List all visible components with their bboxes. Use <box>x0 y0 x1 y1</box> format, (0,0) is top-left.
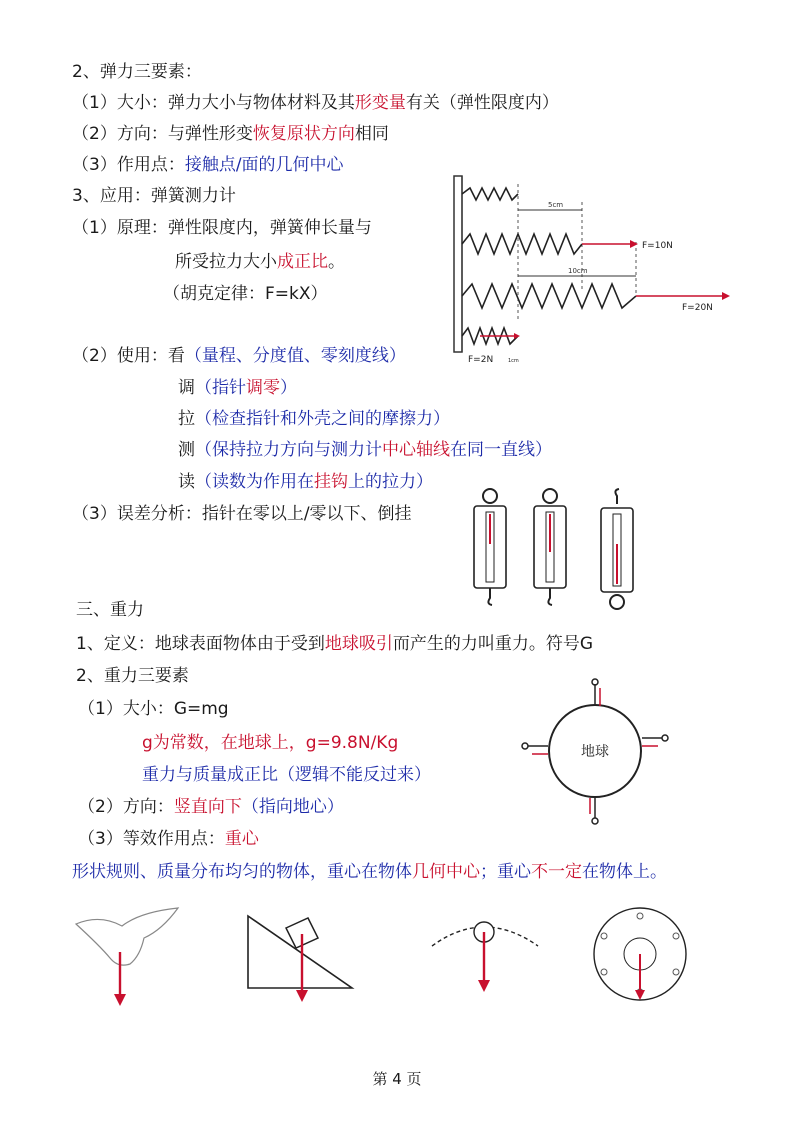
text: 在物体上。 <box>582 862 667 882</box>
text: （3）作用点： <box>72 155 185 175</box>
wall <box>454 176 462 352</box>
incline-example <box>248 916 352 1002</box>
center-of-gravity-examples <box>70 906 730 1010</box>
item-usage-look <box>72 344 406 368</box>
label-f2: F=2N <box>468 355 494 365</box>
gravity-direction <box>78 795 344 819</box>
spring-scale-3-inverted <box>601 489 633 609</box>
highlight-deformation: 形变量 <box>354 93 406 113</box>
text: 读 <box>178 472 195 492</box>
label-f10: F=10N <box>642 241 673 251</box>
usage-pull-detail: （检查指针和外壳之间的摩擦力） <box>195 409 450 429</box>
usage-measure-detail: （保持拉力方向与测力计 <box>195 440 382 460</box>
text: 1、定义：地球表面物体由于受到 <box>76 634 325 654</box>
highlight-not-necessarily: 不一定 <box>531 862 582 882</box>
highlight-zero: 调零 <box>246 378 280 398</box>
spring-10n <box>462 234 582 254</box>
usage-look-detail: （量程、分度值、零刻度线） <box>184 346 406 366</box>
usage-adjust-close: ） <box>280 378 297 398</box>
gravity-magnitude <box>78 697 229 721</box>
spring-scale-1 <box>474 489 506 605</box>
text: （2）方向： <box>78 797 174 817</box>
highlight-proportional: 成正比 <box>277 252 328 272</box>
highlight-hook: 挂钩 <box>314 472 348 492</box>
usage-read-detail: （读数为作用在 <box>195 472 314 492</box>
text: 而产生的力叫重力。符号G <box>392 634 594 654</box>
spring-scale-2 <box>534 489 566 605</box>
text: 有关（弹性限度内） <box>405 93 559 113</box>
text: 拉 <box>178 409 195 429</box>
item-usage-adjust <box>178 376 297 400</box>
item-principle: （1）原理：弹性限度内，弹簧伸长量与 <box>72 218 372 238</box>
label-10cm: 10cm <box>568 267 588 275</box>
label-1cm: 1cm <box>508 358 519 364</box>
item-direction <box>72 122 389 146</box>
spring-elongation-figure <box>450 172 740 368</box>
spring-20n <box>462 284 636 308</box>
person-top <box>592 679 598 704</box>
highlight-center-axis: 中心轴线 <box>382 440 450 460</box>
heading-gravity: 三、重力 <box>76 600 144 620</box>
spring-scales-figure <box>462 484 652 614</box>
text: 所受拉力大小 <box>175 252 277 272</box>
person-right <box>642 735 668 741</box>
toward-earth-center: （指向地心） <box>241 797 344 817</box>
text: （2）使用：看 <box>72 346 185 366</box>
gravity-definition <box>76 632 593 656</box>
label-f20: F=20N <box>682 303 713 313</box>
highlight-center-of-gravity: 重心 <box>224 829 259 849</box>
usage-measure-detail-2: 在同一直线） <box>450 440 552 460</box>
page-number: 第 4 页 <box>372 1070 422 1088</box>
item-usage-measure <box>178 438 552 462</box>
eagle-example <box>76 908 178 1006</box>
heading-elastic-three-elements: 2、弹力三要素： <box>72 62 202 82</box>
usage-read-detail-2: 上的拉力） <box>348 472 433 492</box>
highlight-geometric-center: 几何中心 <box>412 862 480 882</box>
g-constant-note: g为常数，在地球上，g=9.8N/Kg <box>142 733 399 753</box>
center-of-gravity-note <box>72 860 667 884</box>
formula-g-mg: G=mg <box>173 699 229 719</box>
heading-gravity-three-elements: 2、重力三要素 <box>76 666 189 686</box>
heading-spring-scale: 3、应用：弹簧测力计 <box>72 186 236 206</box>
arrowhead-10n <box>630 240 638 248</box>
spring-unloaded <box>462 188 518 200</box>
text: （3）等效作用点： <box>78 829 225 849</box>
item-usage-pull <box>178 407 450 431</box>
text: （1）大小：弹力大小与物体材料及其 <box>72 93 355 113</box>
text: 测 <box>178 440 195 460</box>
label-5cm: 5cm <box>548 201 564 209</box>
text: 形状规则、质量分布均匀的物体，重心在物体 <box>72 862 412 882</box>
earth-gravity-figure <box>520 676 670 826</box>
text: 相同 <box>354 124 389 144</box>
arrowhead-20n <box>722 292 730 300</box>
item-magnitude <box>72 91 559 115</box>
hooke-law: （胡克定律：F=kX） <box>163 284 328 304</box>
highlight-restore-direction: 恢复原状方向 <box>252 124 355 144</box>
earth-label: 地球 <box>581 744 609 760</box>
highlight-vertical-down: 竖直向下 <box>173 797 242 817</box>
text: 。 <box>328 252 345 272</box>
item-principle-cont <box>175 250 345 274</box>
gravity-proportional-note: 重力与质量成正比（逻辑不能反过来） <box>142 765 431 785</box>
item-point-of-action <box>72 153 344 177</box>
gravity-center-of-gravity <box>78 827 259 851</box>
highlight-contact-point: 接触点/面的几何中心 <box>184 155 344 175</box>
item-error-analysis: （3）误差分析：指针在零以上/零以下、倒挂 <box>72 504 412 524</box>
text: （2）方向：与弹性形变 <box>72 124 253 144</box>
highlight-earth-attraction: 地球吸引 <box>324 634 393 654</box>
usage-adjust-detail: （指针 <box>195 378 246 398</box>
disc-example <box>594 908 686 1000</box>
person-left <box>522 743 548 749</box>
person-bottom <box>592 798 598 824</box>
pendulum-example <box>432 922 538 992</box>
text: ；重心 <box>480 862 531 882</box>
text: 调 <box>178 378 195 398</box>
text: （1）大小： <box>78 699 174 719</box>
item-usage-read <box>178 470 433 494</box>
